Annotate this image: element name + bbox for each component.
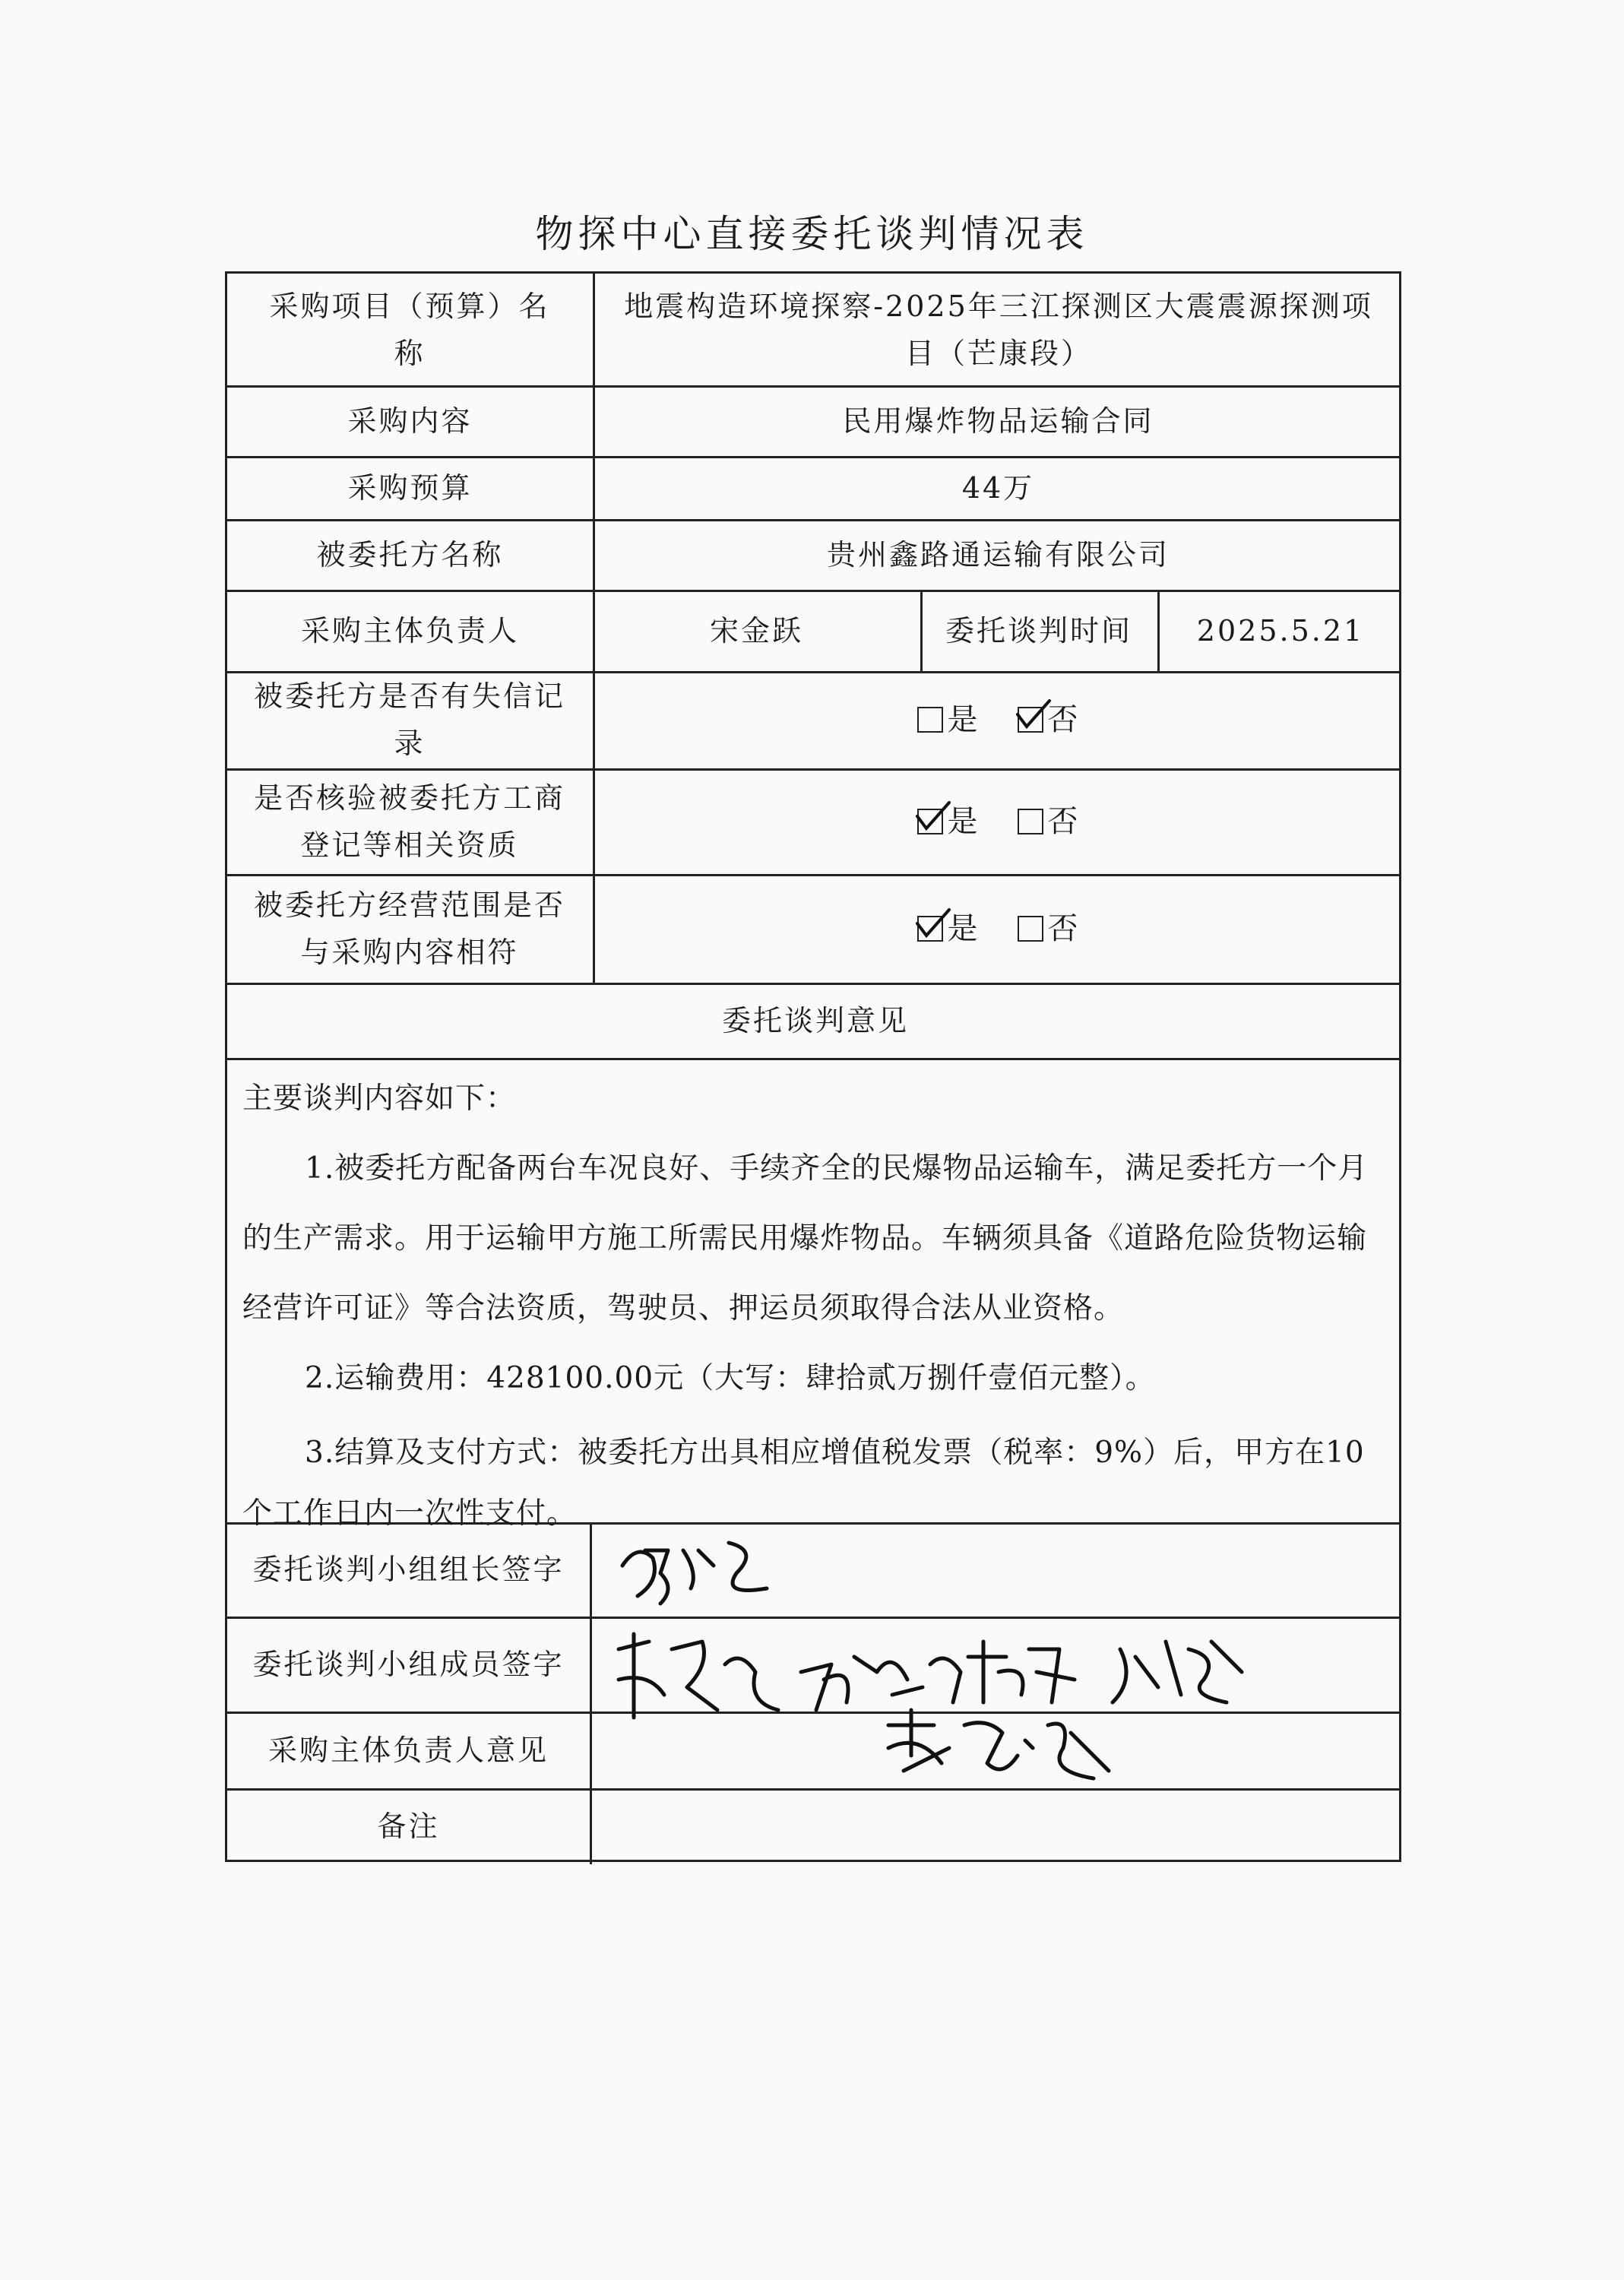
opinion-item-1: 1.被委托方配备两台车况良好、手续齐全的民爆物品运输车，满足委托方一个月的生产需求。用于运输甲方施工所需民用爆炸物品。车辆须具备《道路危险货物运输经营许可证》等合法资质，驾驶员、押运员须取得合法从业资格。 bbox=[242, 1151, 1369, 1325]
checkbox-checked[interactable] bbox=[1018, 707, 1043, 733]
form-title: 物探中心直接委托谈判情况表 bbox=[535, 212, 1089, 256]
scope-yes-option[interactable]: 是 bbox=[917, 905, 980, 952]
leader-sig-label: 委托谈判小组组长签字 bbox=[252, 1553, 565, 1586]
opinion-item-2: 2.运输费用：428100.00元（大写：肆拾贰万捌仟壹佰元整）。 bbox=[305, 1361, 1156, 1395]
time-label: 委托谈判时间 bbox=[945, 613, 1132, 648]
credit-checkbox-group bbox=[593, 671, 1404, 768]
opinion-header: 委托谈判意见 bbox=[721, 1003, 909, 1037]
content-label: 采购内容 bbox=[347, 404, 473, 438]
credit-label: 被委托方是否有失信记录 bbox=[253, 679, 565, 760]
content-value: 民用爆炸物品运输合同 bbox=[842, 404, 1154, 438]
verify-label: 是否核验被委托方工商登记等相关资质 bbox=[253, 781, 565, 862]
trustee-value: 贵州鑫路通运输有限公司 bbox=[826, 537, 1170, 572]
scope-label: 被委托方经营范围是否与采购内容相符 bbox=[253, 888, 565, 969]
checkbox-checked[interactable] bbox=[917, 916, 943, 942]
opinion-intro: 主要谈判内容如下： bbox=[242, 1081, 517, 1116]
negotiation-form bbox=[225, 271, 1401, 1862]
time-value: 2025.5.21 bbox=[1196, 613, 1365, 648]
verify-checkbox-group bbox=[593, 768, 1404, 874]
checkbox[interactable] bbox=[1018, 809, 1043, 834]
head-signature bbox=[873, 1702, 1132, 1794]
opinion-item-3: 3.结算及支付方式：被委托方出具相应增值税发票（税率：9%）后，甲方在10个工作日内一次性支付。 bbox=[242, 1436, 1365, 1531]
leader-signature bbox=[607, 1528, 790, 1611]
head-opinion-label: 采购主体负责人意见 bbox=[268, 1733, 549, 1767]
verify-no-option[interactable]: 否 bbox=[1018, 798, 1080, 845]
scope-checkbox-group bbox=[593, 874, 1404, 983]
credit-no-option[interactable]: 否 bbox=[1018, 696, 1080, 743]
checkbox[interactable] bbox=[1018, 916, 1043, 942]
member-sig-label: 委托谈判小组成员签字 bbox=[252, 1647, 565, 1681]
divider bbox=[227, 1058, 1399, 1060]
checkmark-icon bbox=[914, 800, 952, 834]
verify-yes-option[interactable]: 是 bbox=[917, 798, 980, 845]
head-value: 宋金跃 bbox=[709, 613, 803, 648]
project-value: 地震构造环境探察-2025年三江探测区大震震源探测项目（芒康段） bbox=[624, 289, 1373, 370]
checkmark-icon bbox=[1015, 698, 1053, 733]
budget-label: 采购预算 bbox=[347, 470, 473, 505]
scope-no-option[interactable]: 否 bbox=[1018, 905, 1080, 952]
budget-value: 44万 bbox=[961, 470, 1035, 505]
credit-yes-option[interactable]: 是 bbox=[917, 696, 980, 743]
divider bbox=[590, 1522, 592, 1864]
project-label: 采购项目（预算）名称 bbox=[269, 289, 550, 370]
checkbox[interactable] bbox=[917, 707, 943, 733]
trustee-label: 被委托方名称 bbox=[316, 537, 504, 572]
head-label: 采购主体负责人 bbox=[300, 613, 519, 648]
checkmark-icon bbox=[914, 907, 952, 942]
checkbox-checked[interactable] bbox=[917, 809, 943, 834]
remarks-label: 备注 bbox=[377, 1810, 440, 1843]
